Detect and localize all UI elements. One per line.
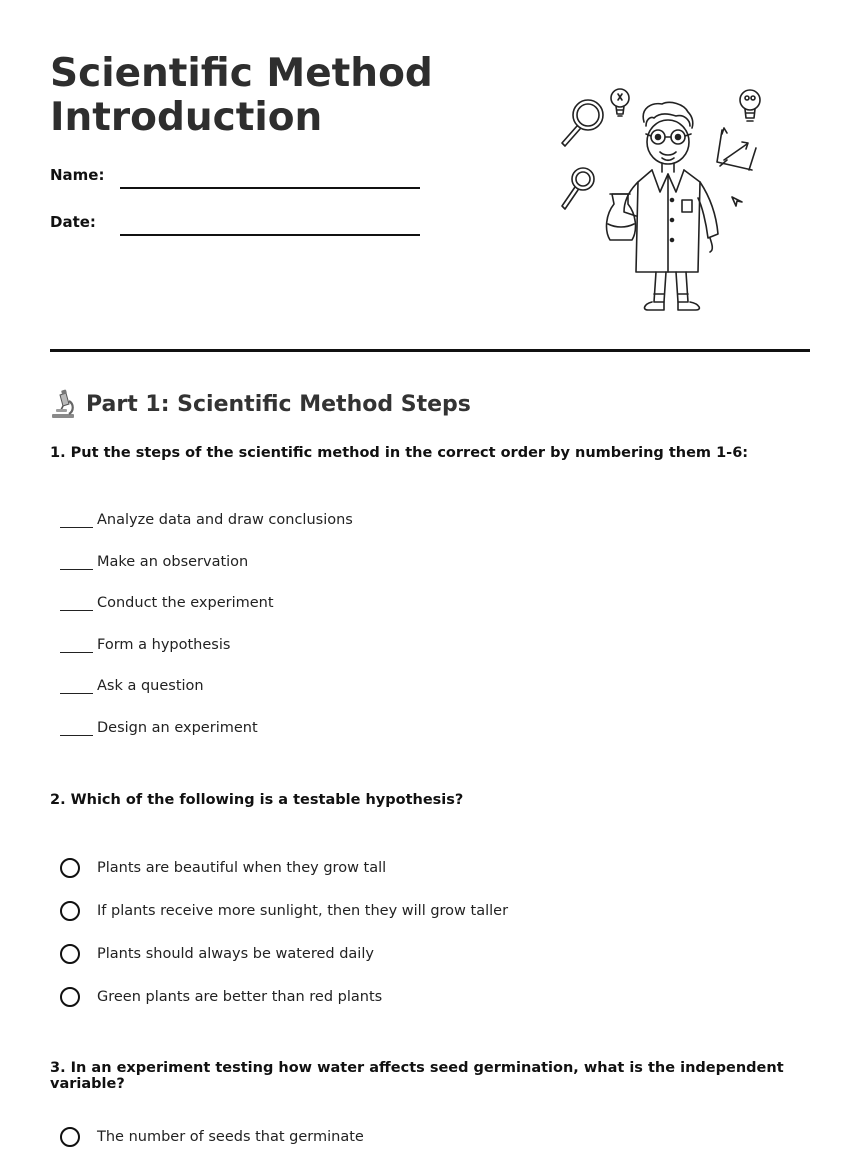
radio-button[interactable] — [60, 1127, 80, 1147]
order-item-label: Ask a question — [97, 678, 204, 694]
answer-option-label: Plants should always be watered daily — [97, 946, 374, 962]
flask-icon — [607, 194, 636, 240]
answer-option[interactable] — [60, 898, 508, 924]
order-item — [60, 678, 204, 694]
date-label: Date: — [50, 213, 96, 231]
order-item — [60, 554, 248, 570]
answer-option[interactable] — [60, 1124, 364, 1150]
order-item-label: Analyze data and draw conclusions — [97, 512, 353, 528]
graph-icon — [717, 128, 756, 170]
question-1-text: 1. Put the steps of the scientific method in the correct order by numbering them 1-6: — [50, 445, 749, 461]
number-blank-field[interactable] — [60, 638, 93, 653]
radio-button[interactable] — [60, 944, 80, 964]
question-3-text: 3. In an experiment testing how water affects seed germination, what is the independent variable? — [50, 1060, 784, 1092]
order-item — [60, 512, 353, 528]
answer-option[interactable] — [60, 855, 386, 881]
order-item — [60, 595, 274, 611]
order-item — [60, 720, 258, 736]
magnifier-icon — [562, 100, 603, 146]
question-2-text: 2. Which of the following is a testable hypothesis? — [50, 792, 464, 808]
cursor-icon — [732, 197, 742, 206]
radio-button[interactable] — [60, 858, 80, 878]
section-divider — [50, 349, 810, 352]
answer-option-label: Plants are beautiful when they grow tall — [97, 860, 387, 876]
order-item-label: Make an observation — [97, 554, 249, 570]
number-blank-field[interactable] — [60, 513, 93, 528]
answer-option-label: The number of seeds that germinate — [97, 1129, 364, 1145]
radio-button[interactable] — [60, 987, 80, 1007]
worksheet-title: Scientific Method Introduction — [50, 51, 433, 140]
answer-option-label: If plants receive more sunlight, then they will grow taller — [97, 903, 509, 919]
lightbulb-icon — [740, 90, 760, 121]
answer-option-label: Green plants are better than red plants — [97, 989, 383, 1005]
date-field[interactable] — [120, 234, 420, 236]
order-item-label: Form a hypothesis — [97, 637, 231, 653]
answer-option[interactable] — [60, 984, 382, 1010]
number-blank-field[interactable] — [60, 555, 93, 570]
section-heading-text: Part 1: Scientific Method Steps — [86, 391, 471, 417]
magnifier-icon — [562, 168, 594, 209]
scientist-illustration — [552, 82, 774, 318]
answer-option[interactable] — [60, 941, 374, 967]
order-item-label: Conduct the experiment — [97, 595, 274, 611]
microscope-icon — [50, 389, 76, 419]
lightbulb-icon — [611, 89, 629, 116]
scientist-icon — [607, 102, 718, 310]
order-item-label: Design an experiment — [97, 720, 258, 736]
name-field[interactable] — [120, 187, 420, 189]
radio-button[interactable] — [60, 901, 80, 921]
number-blank-field[interactable] — [60, 721, 93, 736]
number-blank-field[interactable] — [60, 596, 93, 611]
section-heading-part-1 — [50, 386, 471, 422]
number-blank-field[interactable] — [60, 679, 93, 694]
name-label: Name: — [50, 166, 105, 184]
order-item — [60, 637, 230, 653]
